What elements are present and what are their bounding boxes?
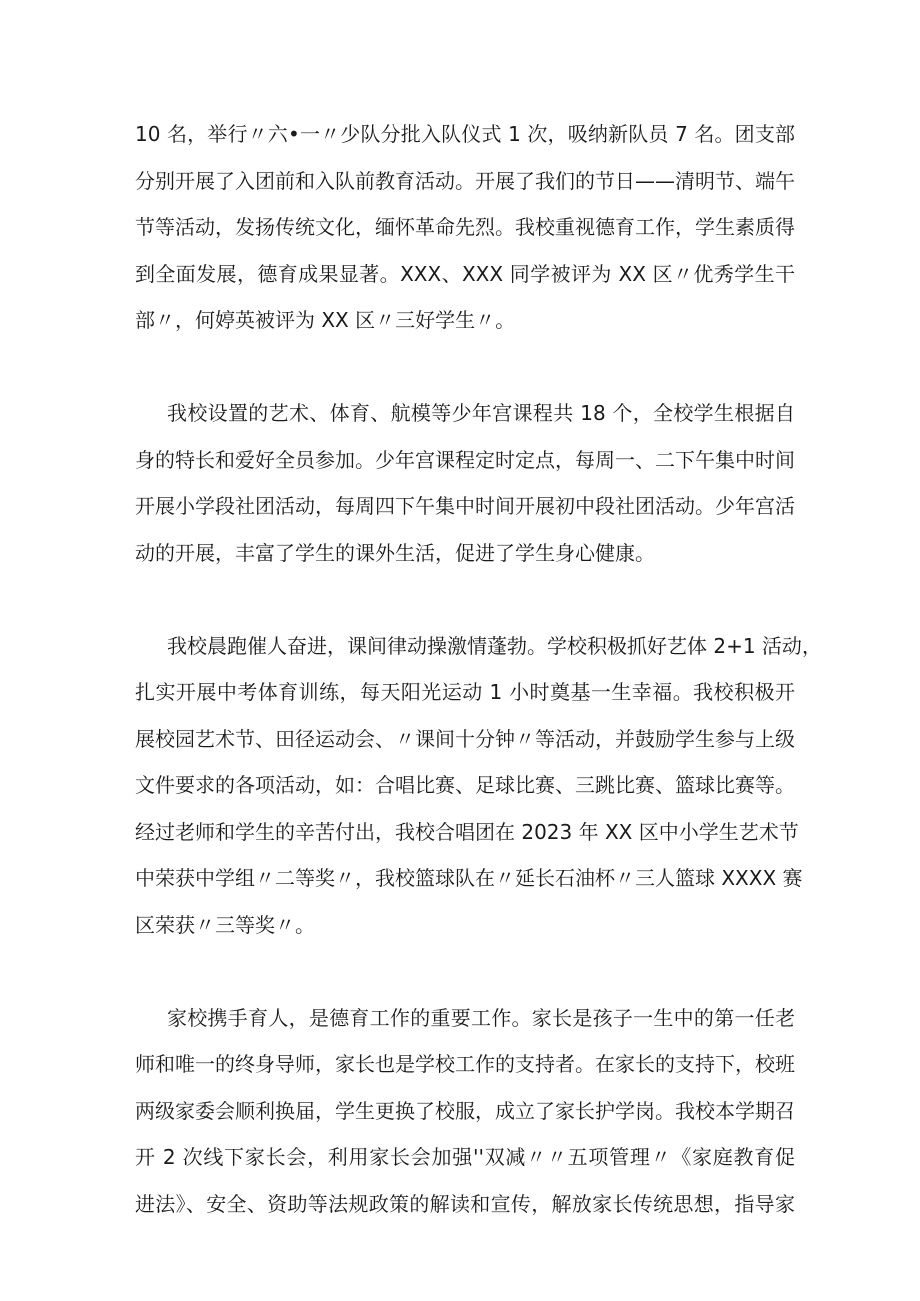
text-line: 展校园艺术节、田径运动会、〃课间十分钟〃等活动，并鼓励学生参与上级 bbox=[135, 726, 795, 751]
paragraph-1 bbox=[135, 111, 795, 344]
text-line: 扎实开展中考体育训练，每天阳光运动 1 小时奠基一生幸福。我校积极开 bbox=[135, 680, 795, 704]
text-line: 10 名，举行〃六•一〃少队分批入队仪式 1 次，吸纳新队员 7 名。团支部 bbox=[135, 122, 795, 146]
text-line: 开 2 次线下家长会，利用家长会加强''双减〃〃五项管理〃《家庭教育促 bbox=[135, 1145, 795, 1169]
body-text bbox=[135, 111, 822, 1274]
paragraph-2 bbox=[135, 390, 795, 576]
text-line: 我校设置的艺术、体育、航模等少年宫课程共 18 个，全校学生根据自 bbox=[167, 401, 795, 425]
text-line: 部〃，何婷英被评为 XX 区〃三好学生〃。 bbox=[135, 308, 516, 332]
text-line: 分别开展了入团前和入队前教育活动。开展了我们的节日——清明节、端午 bbox=[135, 168, 795, 193]
text-line: 动的开展，丰富了学生的课外生活，促进了学生身心健康。 bbox=[135, 540, 655, 565]
text-line: 进法》、安全、资助等法规政策的解读和宣传，解放家长传统思想，指导家 bbox=[135, 1191, 795, 1216]
text-line: 节等活动，发扬传统文化，缅怀革命先烈。我校重视德育工作，学生素质得 bbox=[135, 215, 795, 239]
text-line: 身的特长和爱好全员参加。少年宫课程定时定点，每周一、二下午集中时间 bbox=[135, 447, 795, 472]
text-line: 文件要求的各项活动，如：合唱比赛、足球比赛、三跳比赛、篮球比赛等。 bbox=[135, 773, 795, 797]
text-line: 家校携手育人，是德育工作的重要工作。家长是孩子一生中的第一任老 bbox=[167, 1005, 795, 1030]
paragraph-4 bbox=[135, 995, 795, 1228]
text-line: 我校晨跑催人奋进，课间律动操激情蓬勃。学校积极抓好艺体 2+1 活动， bbox=[167, 633, 822, 658]
text-line: 经过老师和学生的辛苦付出，我校合唱团在 2023 年 XX 区中小学生艺术节 bbox=[135, 819, 799, 844]
text-line: 区荣获〃三等奖〃。 bbox=[135, 912, 315, 937]
text-line: 中荣获中学组〃二等奖〃，我校篮球队在〃延长石油杯〃三人篮球 XXXX 赛 bbox=[135, 866, 803, 890]
paragraph-3 bbox=[135, 623, 822, 949]
text-line: 两级家委会顺利换届，学生更换了校服，成立了家长护学岗。我校本学期召 bbox=[135, 1098, 795, 1123]
text-line: 到全面发展，德育成果显著。XXX、XXX 同学被评为 XX 区〃优秀学生干 bbox=[135, 261, 795, 286]
text-line: 师和唯一的终身导师，家长也是学校工作的支持者。在家长的支持下，校班 bbox=[135, 1052, 795, 1076]
text-line: 开展小学段社团活动，每周四下午集中时间开展初中段社团活动。少年宫活 bbox=[135, 494, 795, 518]
